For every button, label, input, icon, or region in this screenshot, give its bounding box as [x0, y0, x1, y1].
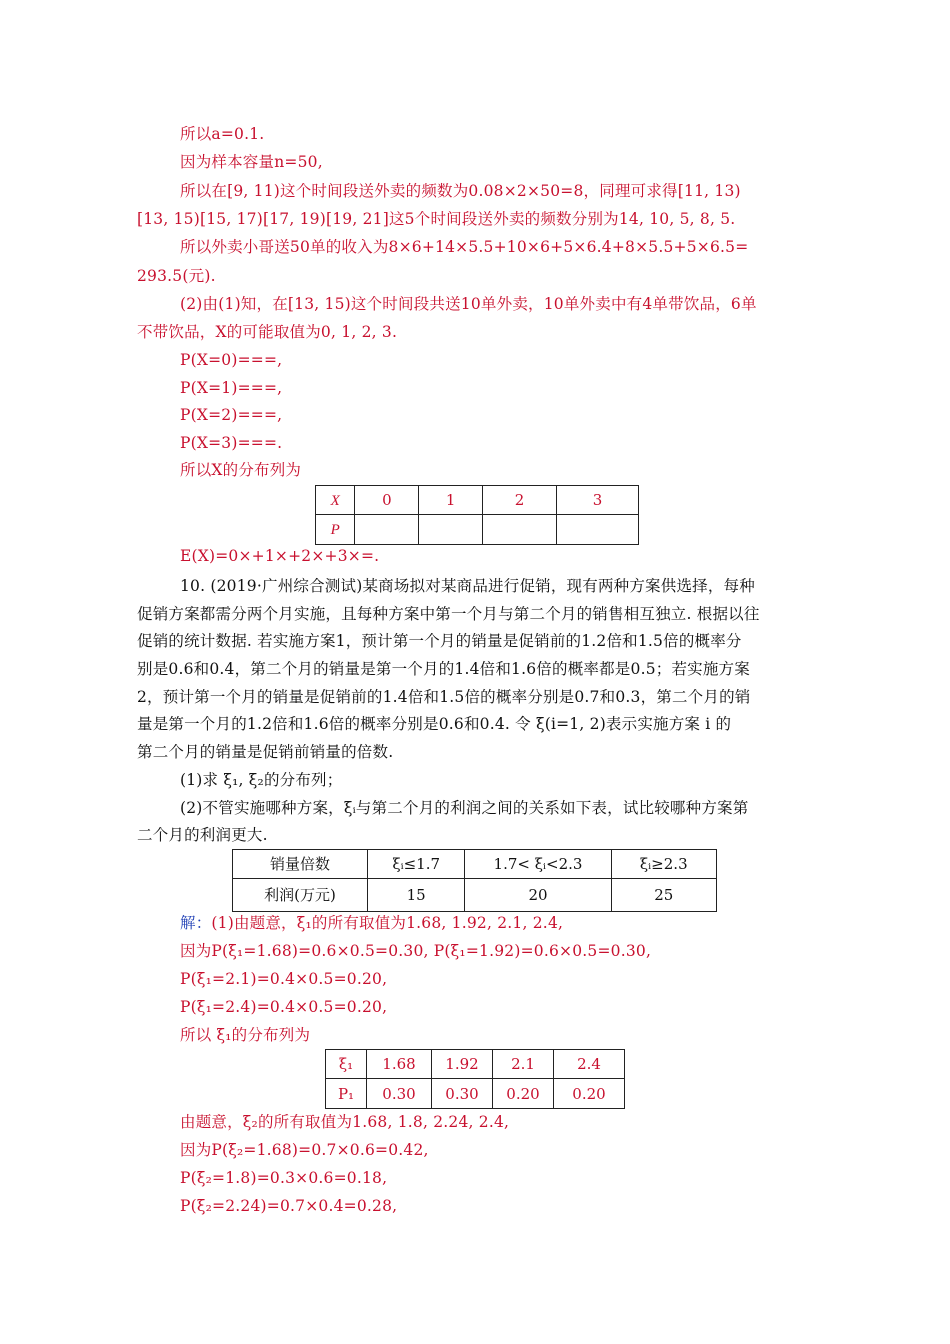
solution-line: P(ξ₁=2.1)=0.4×0.5=0.20,	[180, 970, 388, 988]
solution-line: 因为P(ξ₁=1.68)=0.6×0.5=0.30, P(ξ₁=1.92)=0.6×0.5=0.30,	[180, 942, 652, 960]
table-cell: 20	[465, 879, 611, 912]
question-line: 第二个月的销量是促销前销量的倍数.	[137, 743, 394, 761]
table-cell: 0.20	[554, 1079, 625, 1109]
table-cell: P₁	[326, 1079, 367, 1109]
question-line: (2)不管实施哪种方案，ξᵢ与第二个月的利润之间的关系如下表，试比较哪种方案第	[180, 799, 749, 817]
profit-table	[232, 849, 717, 912]
text-line: 因为样本容量n=50,	[180, 153, 323, 171]
text-line: [13, 15)[15, 17)[17, 19)[19, 21]这5个时间段送外卖的频数分别为14, 10, 5, 8, 5.	[137, 210, 736, 228]
solution-text: (1)由题意，ξ₁的所有取值为1.68, 1.92, 2.1, 2.4,	[211, 914, 564, 932]
table-cell: ξᵢ≤1.7	[367, 850, 465, 879]
table-cell: 0.30	[432, 1079, 493, 1109]
table-cell: ξ₁	[326, 1050, 367, 1079]
table-cell: 2	[483, 486, 557, 515]
text-line: (2)由(1)知，在[13, 15)这个时间段共送10单外卖，10单外卖中有4单带饮品，6单	[180, 295, 757, 313]
distribution-table-x	[315, 485, 639, 545]
question-line: 二个月的利润更大.	[137, 826, 268, 844]
table-cell: X	[316, 486, 355, 515]
table-cell: 0.20	[493, 1079, 554, 1109]
table-cell: 1.68	[367, 1050, 432, 1079]
table-cell: 15	[367, 879, 465, 912]
question-line: 促销的统计数据. 若实施方案1，预计第一个月的销量是促销前的1.2倍和1.5倍的概率分	[137, 632, 742, 650]
text-line: 不带饮品，X的可能取值为0, 1, 2, 3.	[137, 323, 398, 341]
table-cell: 1.92	[432, 1050, 493, 1079]
question-line: 量是第一个月的1.2倍和1.6倍的概率分别是0.6和0.4. 令 ξ(i=1, 2)表示实施方案 i 的	[137, 715, 732, 733]
table-cell: ξᵢ≥2.3	[611, 850, 716, 879]
solution-line: 所以 ξ₁的分布列为	[180, 1026, 311, 1044]
table-cell: 2.1	[493, 1050, 554, 1079]
solution-line: P(ξ₂=1.8)=0.3×0.6=0.18,	[180, 1169, 388, 1187]
table-cell: 25	[611, 879, 716, 912]
text-line: 所以X的分布列为	[180, 461, 302, 479]
text-line: 所以在[9, 11)这个时间段送外卖的频数为0.08×2×50=8，同理可求得[11, 13)	[180, 182, 741, 200]
table-cell: P	[316, 515, 355, 545]
question-line: 促销方案都需分两个月实施，且每种方案中第一个月与第二个月的销售相互独立. 根据以往	[137, 605, 760, 623]
text-line: 293.5(元).	[137, 267, 216, 285]
text-line: 所以外卖小哥送50单的收入为8×6+14×5.5+10×6+5×6.4+8×5.5+5×6.5=	[180, 238, 749, 256]
question-line: (1)求 ξ₁, ξ₂的分布列；	[180, 771, 343, 789]
table-cell: 1	[419, 486, 483, 515]
table-cell	[355, 515, 419, 545]
table-cell	[419, 515, 483, 545]
solution-line: P(ξ₂=2.24)=0.7×0.4=0.28,	[180, 1197, 398, 1215]
solution-line: P(ξ₁=2.4)=0.4×0.5=0.20,	[180, 998, 388, 1016]
table-cell: 3	[556, 486, 638, 515]
expectation-line: E(X)=0×+1×+2×+3×=.	[180, 547, 380, 565]
solution-line	[180, 913, 563, 933]
table-cell: 销量倍数	[233, 850, 368, 879]
table-cell: 利润(万元)	[233, 879, 368, 912]
table-cell: 0.30	[367, 1079, 432, 1109]
table-cell: 2.4	[554, 1050, 625, 1079]
table-cell: 1.7< ξᵢ<2.3	[465, 850, 611, 879]
table-cell: 0	[355, 486, 419, 515]
solution-line: 因为P(ξ₂=1.68)=0.7×0.6=0.42,	[180, 1141, 429, 1159]
solution-label: 解：	[180, 914, 212, 932]
prob-line: P(X=3)===.	[180, 434, 283, 452]
prob-line: P(X=0)===,	[180, 351, 283, 369]
text-line: 所以a=0.1.	[180, 125, 265, 143]
question-line: 别是0.6和0.4，第二个月的销量是第一个月的1.4倍和1.6倍的概率都是0.5；若实施方案	[137, 660, 750, 678]
table-cell	[556, 515, 638, 545]
prob-line: P(X=2)===,	[180, 406, 283, 424]
prob-line: P(X=1)===,	[180, 379, 283, 397]
table-cell	[483, 515, 557, 545]
solution-line: 由题意，ξ₂的所有取值为1.68, 1.8, 2.24, 2.4,	[180, 1113, 510, 1131]
question-line: 2，预计第一个月的销量是促销前的1.4倍和1.5倍的概率分别是0.7和0.3，第二个月的销	[137, 688, 751, 706]
question-line: 10. (2019·广州综合测试)某商场拟对某商品进行促销，现有两种方案供选择，每种	[180, 577, 755, 595]
distribution-table-xi1	[325, 1049, 625, 1109]
